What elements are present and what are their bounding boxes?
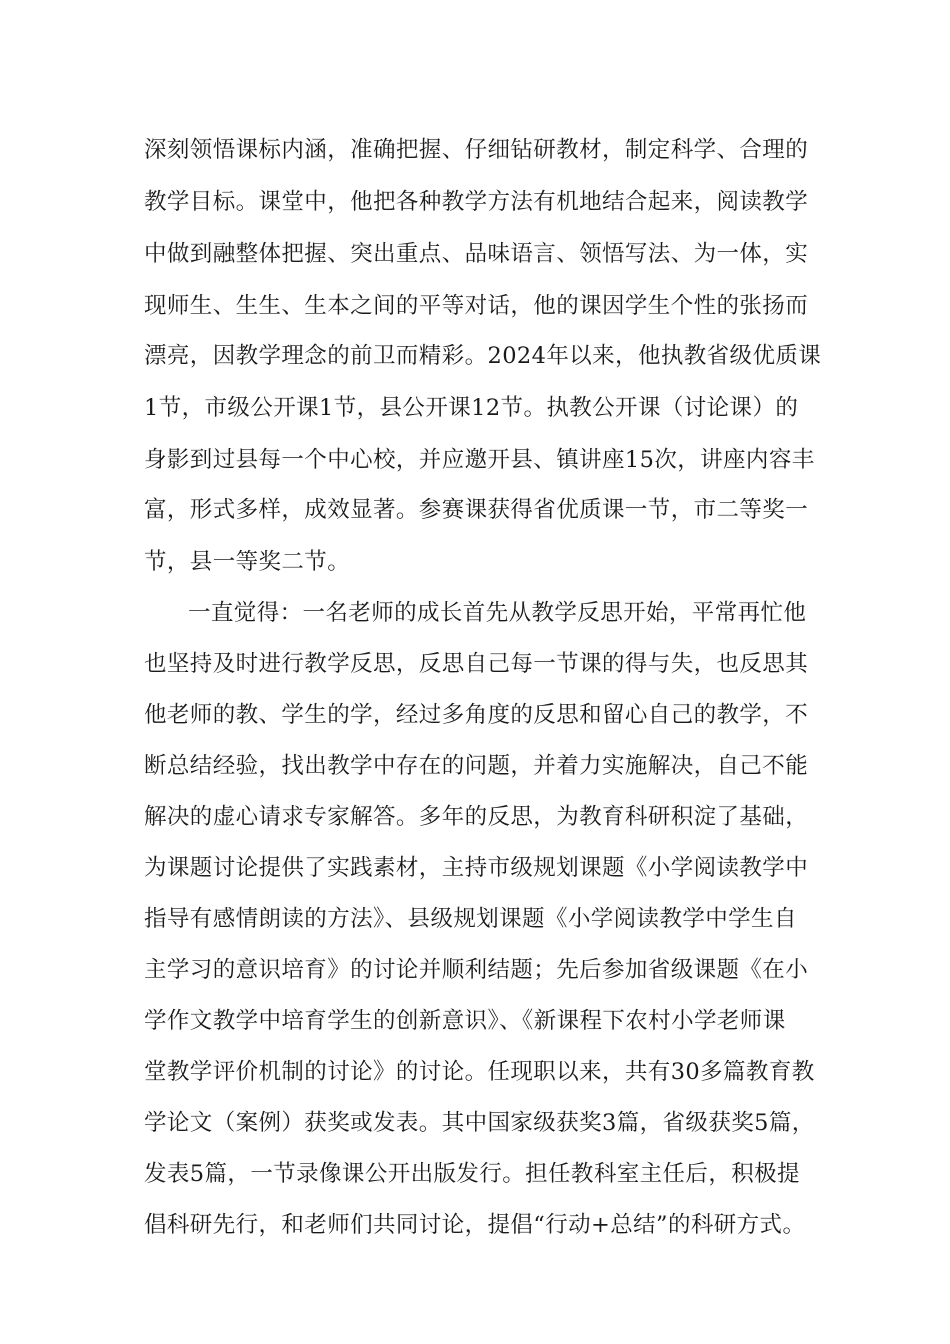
text-line: 为课题讨论提供了实践素材，主持市级规划课题《小学阅读教学中 — [144, 855, 809, 881]
text-line: 发表5篇，一节录像课公开出版发行。担任教科室主任后，积极提 — [144, 1161, 800, 1187]
text-line: 漂亮，因教学理念的前卫而精彩。2024年以来，他执教省级优质课 — [144, 343, 822, 369]
text-line: 解决的虚心请求专家解答。多年的反思，为教育科研积淀了基础， — [144, 804, 809, 830]
text-line: 中做到融整体把握、突出重点、品味语言、领悟写法、为一体，实 — [144, 241, 809, 267]
text-line: 断总结经验，找出教学中存在的问题，并着力实施解决，自己不能 — [144, 753, 809, 779]
text-line: 现师生、生生、生本之间的平等对话，他的课因学生个性的张扬而 — [144, 293, 809, 319]
text-line: 也坚持及时进行教学反思，反思自己每一节课的得与失，也反思其 — [144, 651, 809, 677]
text-line: 学论文（案例）获奖或发表。其中国家级获奖3篇，省级获奖5篇， — [144, 1110, 815, 1136]
text-line: 倡科研先行，和老师们共同讨论，提倡“行动+总结”的科研方式。 — [144, 1212, 806, 1238]
text-line: 节，县一等奖二节。 — [144, 549, 351, 575]
text-line: 1节，市级公开课1节，县公开课12节。执教公开课（讨论课）的 — [144, 395, 799, 421]
text-line: 堂教学评价机制的讨论》的讨论。任现职以来，共有30多篇教育教 — [144, 1059, 815, 1085]
text-line: 身影到过县每一个中心校，并应邀开县、镇讲座15次，讲座内容丰 — [144, 447, 815, 473]
text-line: 主学习的意识培育》的讨论并顺利结题；先后参加省级课题《在小 — [144, 957, 809, 983]
text-line: 学作文教学中培育学生的创新意识》、《新课程下农村小学老师课 — [144, 1008, 786, 1034]
text-line: 富，形式多样，成效显著。参赛课获得省优质课一节，市二等奖一 — [144, 497, 809, 523]
text-line: 指导有感情朗读的方法》、县级规划课题《小学阅读教学中学生自 — [144, 906, 797, 932]
paragraph-first-line: 一直觉得：一名老师的成长首先从教学反思开始，平常再忙他 — [188, 600, 807, 626]
text-line: 教学目标。课堂中，他把各种教学方法有机地结合起来，阅读教学 — [144, 189, 809, 215]
text-line: 他老师的教、学生的学，经过多角度的反思和留心自己的教学，不 — [144, 702, 809, 728]
text-line: 深刻领悟课标内涵，准确把握、仔细钻研教材，制定科学、合理的 — [144, 137, 809, 163]
